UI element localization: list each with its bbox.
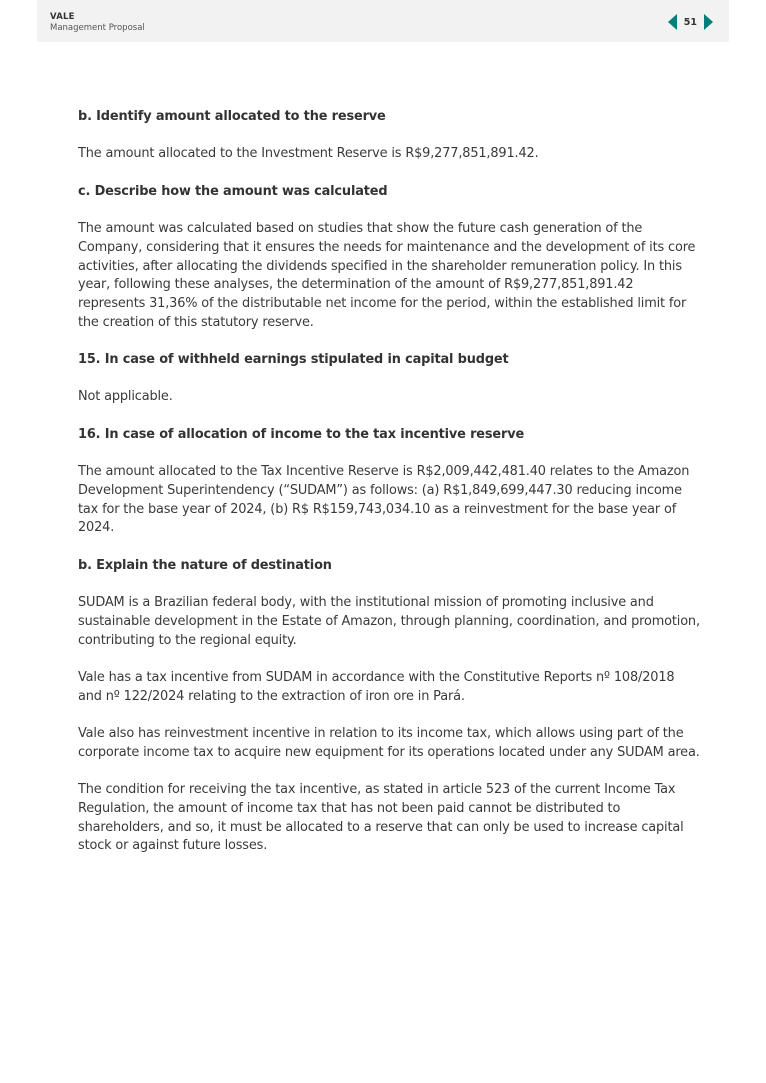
document-subtitle: Management Proposal bbox=[50, 23, 145, 33]
document-body bbox=[78, 108, 700, 875]
section-heading-reserve-amount: b. Identify amount allocated to the reserve bbox=[78, 109, 386, 124]
brand-name: VALE bbox=[50, 12, 75, 22]
paragraph: The condition for receiving the tax incentive, as stated in article 523 of the current Income Tax Regulation, the amount of income tax that has not been paid cannot be distributed to shareholders, and so, it must be allocated to a reserve that can only be used to increase capital stock or against future losses. bbox=[78, 782, 684, 854]
paragraph: The amount allocated to the Tax Incentive Reserve is R$2,009,442,481.40 relates to the Amazon Development Superintendency (“SUDAM”) as follows: (a) R$1,849,699,447.30 reducing income tax for the base year of 2024, (b) R$ R$159,743,034.10 as a reinvestment for the base year of 2024. bbox=[78, 464, 690, 536]
section-heading-calculation: c. Describe how the amount was calculated bbox=[78, 183, 388, 199]
paragraph: Vale also has reinvestment incentive in relation to its income tax, which allows using part of the corporate income tax to acquire new equipment for its operations located under any SUDAM area. bbox=[78, 726, 700, 760]
triangle-left-icon[interactable] bbox=[668, 14, 677, 30]
paragraph: Not applicable. bbox=[78, 389, 173, 405]
section-heading-nature-of-destination: b. Explain the nature of destination bbox=[78, 557, 332, 573]
paragraph: SUDAM is a Brazilian federal body, with the institutional mission of promoting inclusive and sustainable development in the Estate of Amazon, through planning, coordination, and promotion, contributing to the regional equity. bbox=[78, 595, 700, 648]
paragraph: The amount was calculated based on studies that show the future cash generation of the Company, considering that it ensures the needs for maintenance and the development of its core activities, after allocating the dividends specified in the shareholder remuneration policy. In this year, following these analyses, the determination of the amount of R$9,277,851,891.42 represents 31,36% of the distributable net income for the period, within the established limit for the creation of this statutory reserve. bbox=[78, 221, 696, 330]
page-header bbox=[37, 0, 729, 42]
page-navigation bbox=[668, 14, 713, 30]
section-heading-withheld-earnings: 15. In case of withheld earnings stipulated in capital budget bbox=[78, 352, 509, 368]
triangle-right-icon[interactable] bbox=[704, 14, 713, 30]
paragraph: Vale has a tax incentive from SUDAM in accordance with the Constitutive Reports nº 108/2018 and nº 122/2024 relating to the extraction of iron ore in Pará. bbox=[78, 669, 675, 704]
page-number: 51 bbox=[683, 16, 697, 28]
section-heading-tax-incentive-reserve: 16. In case of allocation of income to the tax incentive reserve bbox=[78, 426, 525, 442]
paragraph: The amount allocated to the Investment Reserve is R$9,277,851,891.42. bbox=[78, 146, 539, 162]
